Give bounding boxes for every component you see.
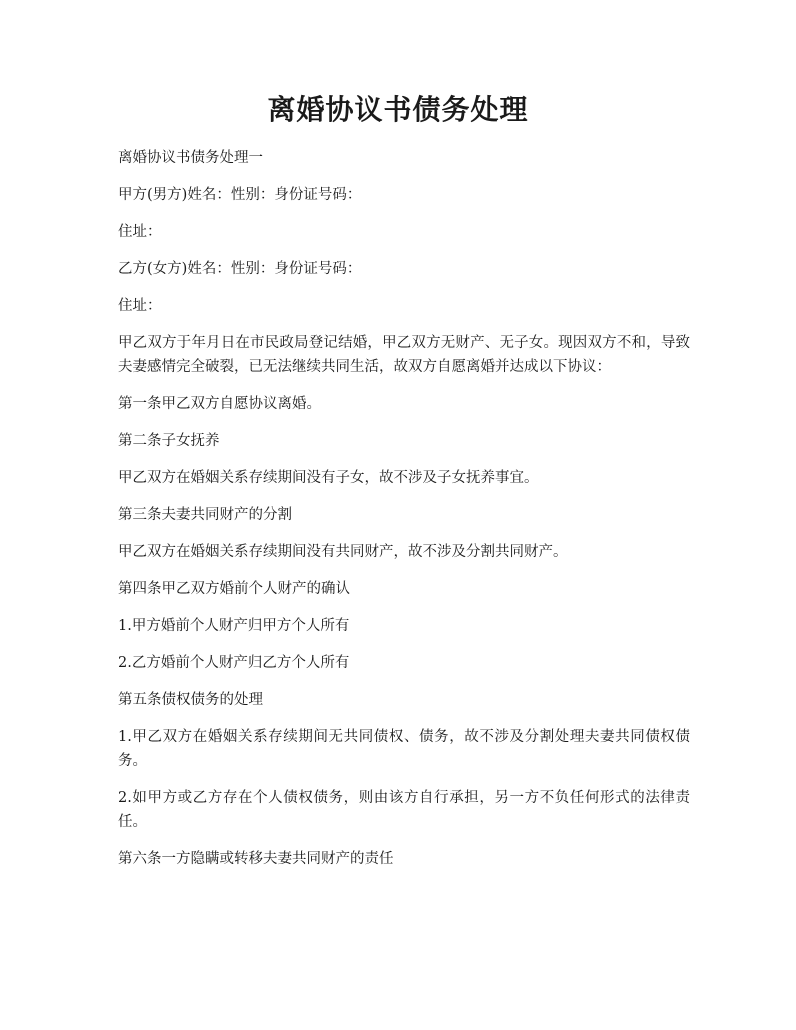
article-1: 第一条甲乙双方自愿协议离婚。 bbox=[118, 396, 321, 412]
preamble-paragraph: 甲乙双方于年月日在市民政局登记结婚，甲乙双方无财产、无子女。现因双方不和，导致夫妻感情完全破裂，已无法继续共同生活，故双方自愿离婚并达成以下协议： bbox=[118, 335, 690, 375]
article-4-item-2: 2.乙方婚前个人财产归乙方个人所有 bbox=[118, 655, 350, 671]
article-5-item-2: 2.如甲方或乙方存在个人债权债务，则由该方自行承担，另一方不负任何形式的法律责任。 bbox=[118, 790, 690, 830]
article-4-item-1: 1.甲方婚前个人财产归甲方个人所有 bbox=[118, 618, 350, 634]
article-6-heading: 第六条一方隐瞒或转移夫妻共同财产的责任 bbox=[118, 851, 394, 867]
article-5-item-1: 1.甲乙双方在婚姻关系存续期间无共同债权、债务，故不涉及分割处理夫妻共同债权债务。 bbox=[118, 729, 690, 769]
document-body bbox=[118, 146, 690, 884]
article-2-heading: 第二条子女抚养 bbox=[118, 433, 220, 449]
article-3-body: 甲乙双方在婚姻关系存续期间没有共同财产，故不涉及分割共同财产。 bbox=[118, 544, 568, 560]
party-a-address: 住址： bbox=[118, 224, 162, 240]
article-3-heading: 第三条夫妻共同财产的分割 bbox=[118, 507, 292, 523]
party-a-info: 甲方(男方)姓名：性别：身份证号码： bbox=[118, 187, 362, 203]
article-5-heading: 第五条债权债务的处理 bbox=[118, 692, 263, 708]
article-2-body: 甲乙双方在婚姻关系存续期间没有子女，故不涉及子女抚养事宜。 bbox=[118, 470, 539, 486]
document-title: 离婚协议书债务处理 bbox=[267, 93, 529, 126]
party-b-address: 住址： bbox=[118, 298, 162, 314]
article-4-heading: 第四条甲乙双方婚前个人财产的确认 bbox=[118, 581, 350, 597]
section-heading: 离婚协议书债务处理一 bbox=[118, 150, 263, 166]
party-b-info: 乙方(女方)姓名：性别：身份证号码： bbox=[118, 261, 362, 277]
